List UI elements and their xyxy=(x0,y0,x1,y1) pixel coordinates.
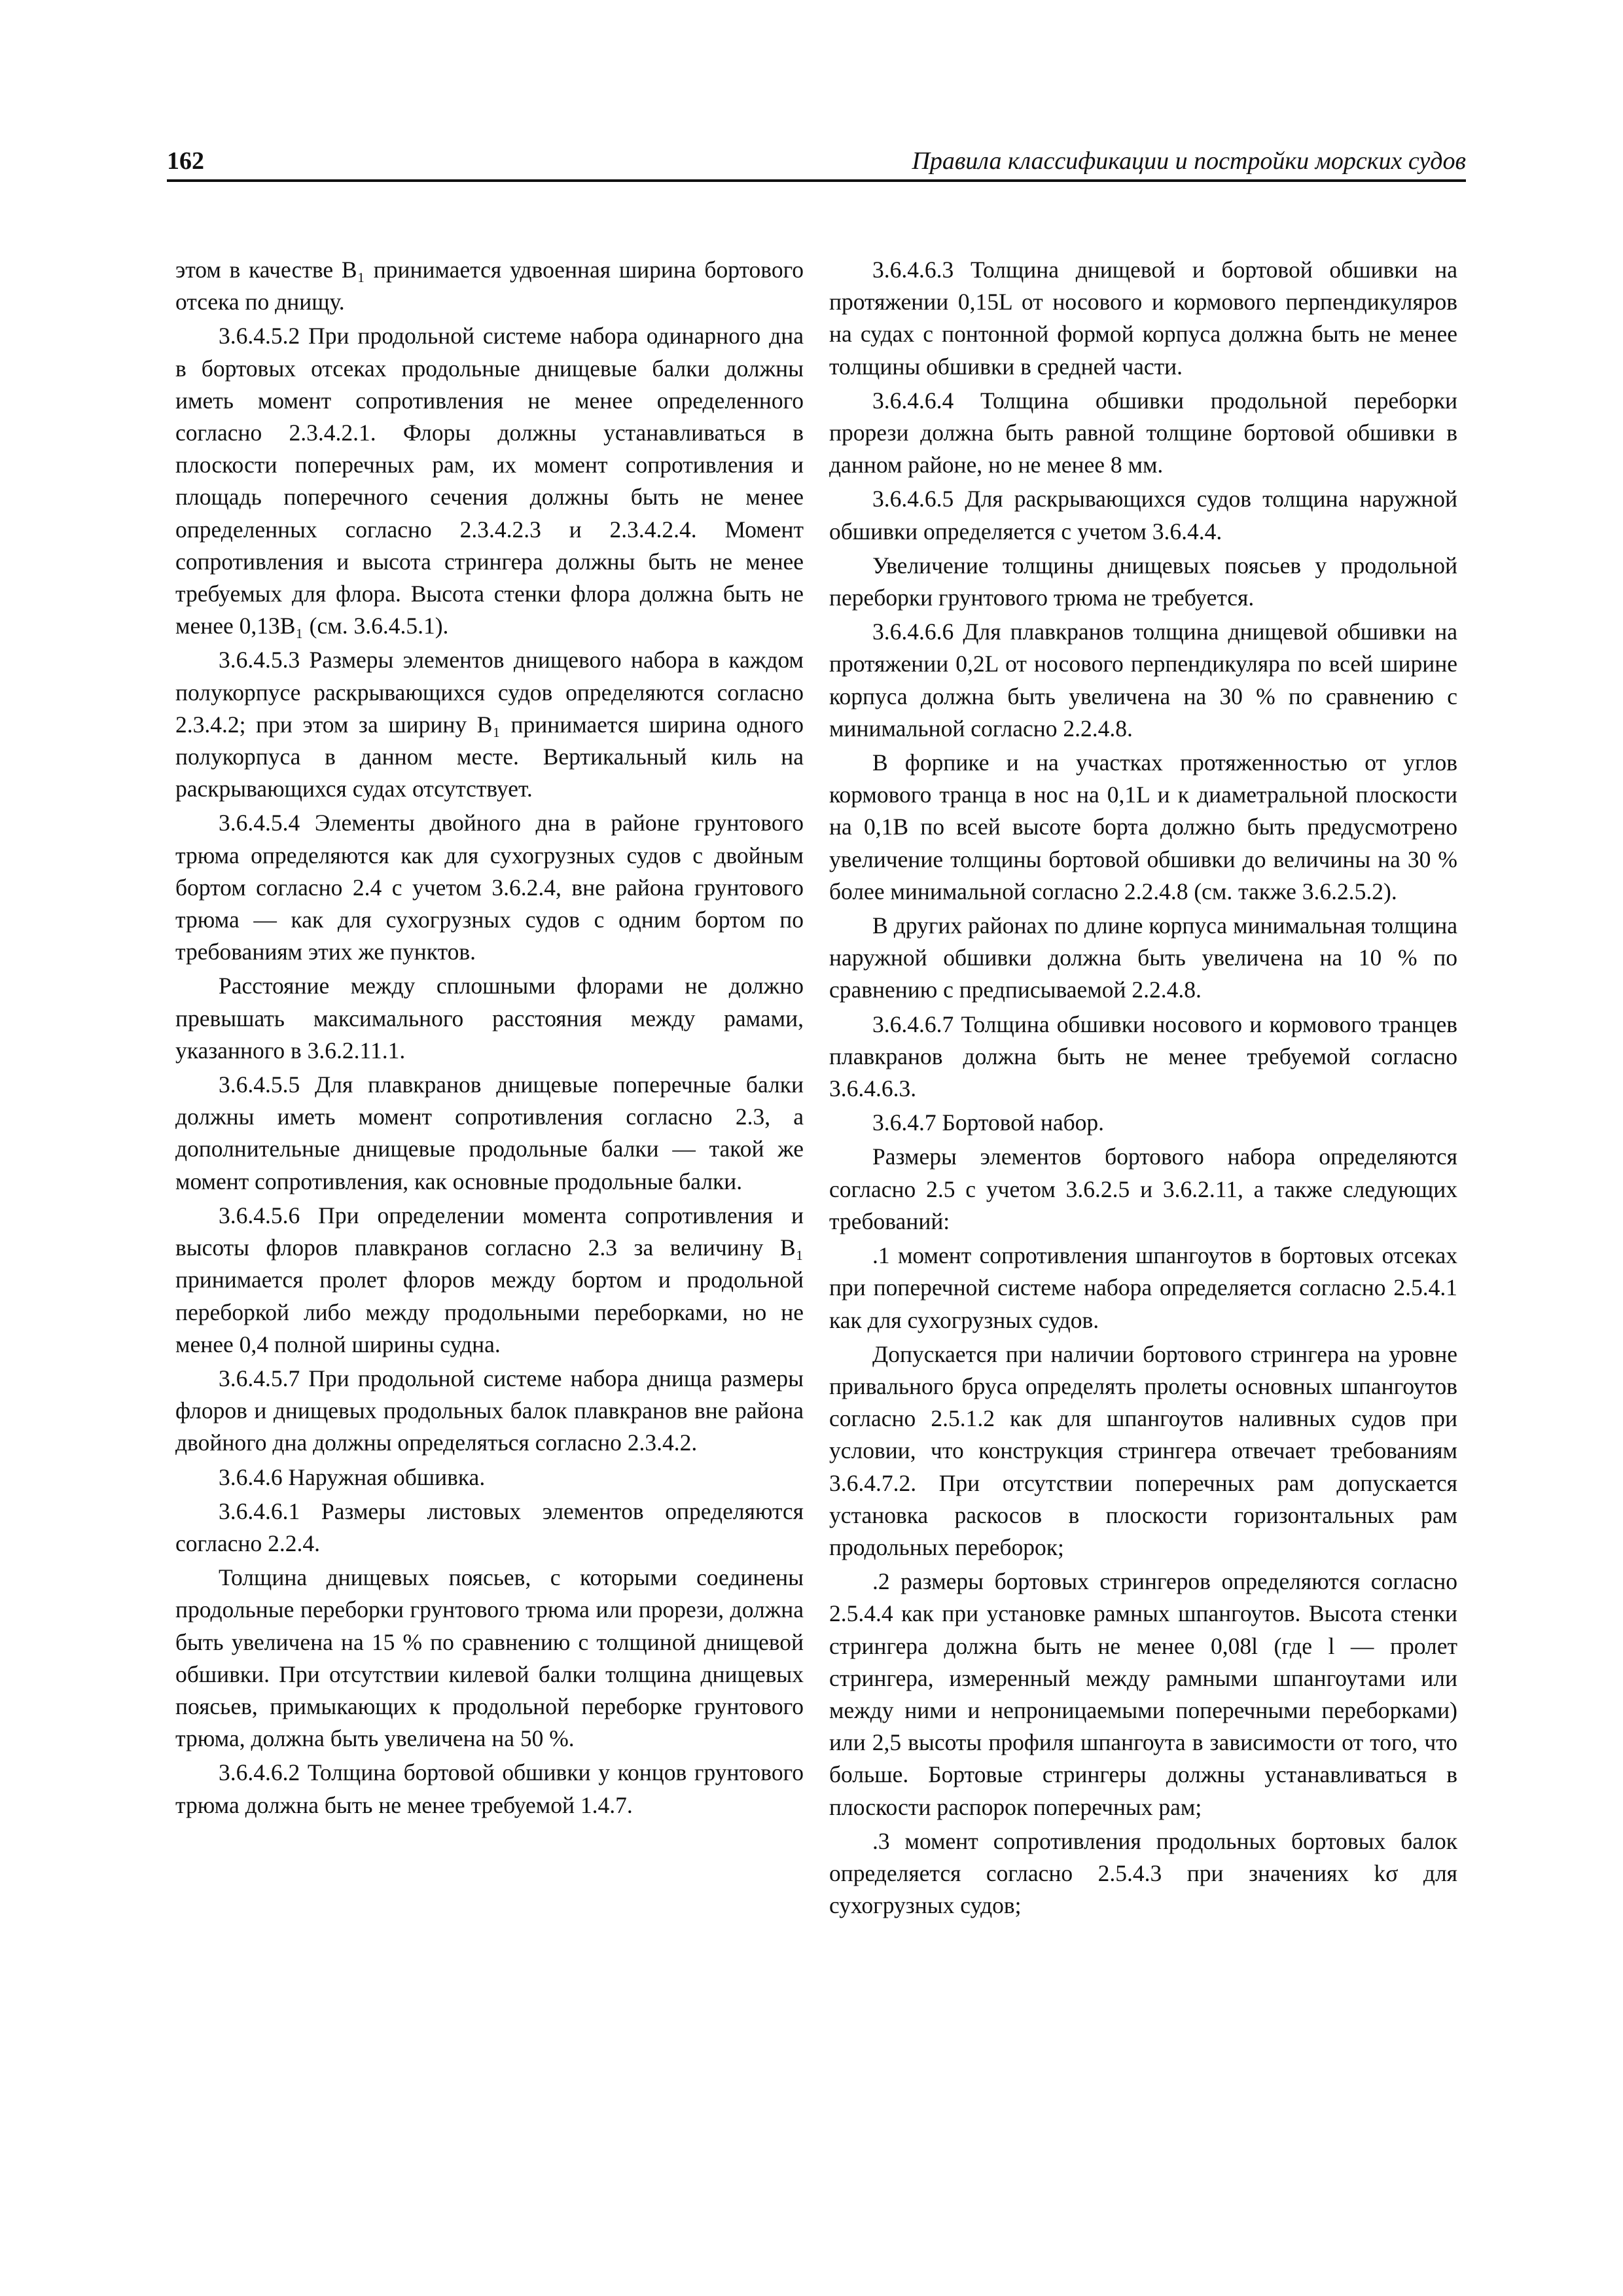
paragraph: этом в качестве B₁ принимается удвоенная ширина бортового отсека по днищу. xyxy=(175,257,804,315)
paragraph: 3.6.4.5.4 Элементы двойного дна в районе грунтового трюма определяются как для сухогрузных судов с двойным бортом согласно 2.4 с учетом 3.6.2.4, вне района грунтового трюма — как для сухогрузных судов с одним бортом по требованиям этих же пунктов. xyxy=(175,810,804,965)
page-header xyxy=(167,145,1466,182)
section-heading: 3.6.4.6 Наружная обшивка. xyxy=(219,1463,486,1490)
paragraph: В форпике и на участках протяженностью от углов кормового транца в нос на 0,1L и к диаметральной плоскости на 0,1B по всей высоте борта должно быть предусмотрено увеличение толщины бортовой обшивки до величины на 30 % более минимальной согласно 2.2.4.8 (см. также 3.6.2.5.2). xyxy=(829,749,1457,905)
page-number: 162 xyxy=(167,147,204,175)
paragraph: 3.6.4.5.7 При продольной системе набора днища размеры флоров и днищевых продольных балок плавкранов вне района двойного дна должны определяться согласно 2.3.4.2. xyxy=(175,1365,804,1456)
paragraph: 3.6.4.6.2 Толщина бортовой обшивки у концов грунтового трюма должна быть не менее требуемой 1.4.7. xyxy=(175,1759,804,1818)
paragraph: Увеличение толщины днищевых поясьев у продольной переборки грунтового трюма не требуется. xyxy=(829,552,1457,611)
paragraph: 3.6.4.6.4 Толщина обшивки продольной переборки прорези должна быть равной толщине бортовой обшивки в данном районе, но не менее 8 мм. xyxy=(829,387,1457,478)
list-item: .1 момент сопротивления шпангоутов в бортовых отсеках при поперечной системе набора определяется согласно 2.5.4.1 как для сухогрузных судов. xyxy=(829,1242,1457,1333)
running-title: Правила классификации и постройки морских судов xyxy=(912,147,1466,175)
paragraph: 3.6.4.5.5 Для плавкранов днищевые поперечные балки должны иметь момент сопротивления согласно 2.3, а дополнительные днищевые продольные балки — такой же момент сопротивления, как основные продольные балки. xyxy=(175,1071,804,1194)
paragraph: Допускается при наличии бортового стрингера на уровне привального бруса определять пролеты основных шпангоутов согласно 2.5.1.2 как для шпангоутов наливных судов при условии, что конструкция стрингера отвечает требованиям 3.6.4.7.2. При отсутствии поперечных рам допускается установка раскосов в плоскости горизонтальных рам продольных переборок; xyxy=(829,1340,1457,1560)
paragraph: 3.6.4.6.6 Для плавкранов толщина днищевой обшивки на протяжении 0,2L от носового перпендикуляра по всей ширине корпуса должна быть увеличена на 30 % по сравнению с минимальной согласно 2.2.4.8. xyxy=(829,619,1457,742)
list-item: .3 момент сопротивления продольных бортовых балок определяется согласно 2.5.4.3 при значениях kσ для сухогрузных судов; xyxy=(829,1827,1457,1919)
paragraph: 3.6.4.6.3 Толщина днищевой и бортовой обшивки на протяжении 0,15L от носового и кормового перпендикуляров на судах с понтонной формой корпуса должна быть не менее толщины обшивки в средней части. xyxy=(829,257,1457,380)
paragraph: В других районах по длине корпуса минимальная толщина наружной обшивки должна быть увеличена на 10 % по сравнению с предписываемой 2.2.4.8. xyxy=(829,912,1457,1003)
paragraph: Расстояние между сплошными флорами не должно превышать максимального расстояния между рамами, указанного в 3.6.2.11.1. xyxy=(175,973,804,1064)
paragraph: 3.6.4.6.1 Размеры листовых элементов определяются согласно 2.2.4. xyxy=(175,1498,804,1556)
paragraph: Толщина днищевых поясьев, с которыми соединены продольные переборки грунтового трюма или прорези, должна быть увеличена на 15 % по сравнению с толщиной днищевой обшивки. При отсутствии килевой балки толщина днищевых поясьев, примыкающих к продольной переборке грунтового трюма, должна быть увеличена на 50 %. xyxy=(175,1564,804,1752)
paragraph: 3.6.4.5.2 При продольной системе набора одинарного дна в бортовых отсеках продольные днищевые балки должны иметь момент сопротивления не менее определенного согласно 2.3.4.2.1. Флоры должны устанавливаться в плоскости поперечных рам, их момент сопротивления и площадь поперечного сечения должны быть не менее определенных согласно 2.3.4.2.3 и 2.3.4.2.4. Момент сопротивления и высота стрингера должны быть не менее требуемых для флора. Высота стенки флора должна быть не менее 0,13B₁ (см. 3.6.4.5.1). xyxy=(175,323,804,639)
right-column xyxy=(829,254,1457,1924)
paragraph: 3.6.4.5.6 При определении момента сопротивления и высоты флоров плавкранов согласно 2.3 за величину B₁ принимается пролет флоров между бортом и продольной переборкой либо между продольными переборками, но не менее 0,4 полной ширины судна. xyxy=(175,1202,804,1357)
paragraph: 3.6.4.6.5 Для раскрывающихся судов толщина наружной обшивки определяется с учетом 3.6.4.4. xyxy=(829,486,1457,545)
section-heading: 3.6.4.7 Бортовой набор. xyxy=(872,1109,1105,1136)
list-item: .2 размеры бортовых стрингеров определяются согласно 2.5.4.4 как при установке рамных шпангоутов. Высота стенки стрингера должна быть не менее 0,08l (где l — пролет стрингера, измеренный между рамными шпангоутами или между ними и непроницаемыми поперечными переборками) или 2,5 высоты профиля шпангоута в зависимости от того, что больше. Бортовые стрингеры должны устанавливаться в плоскости распорок поперечных рам; xyxy=(829,1568,1457,1820)
left-column xyxy=(175,254,804,1823)
paragraph: 3.6.4.6.7 Толщина обшивки носового и кормового транцев плавкранов должна быть не менее требуемой согласно 3.6.4.6.3. xyxy=(829,1011,1457,1102)
paragraph: Размеры элементов бортового набора определяются согласно 2.5 с учетом 3.6.2.5 и 3.6.2.11, а также следующих требований: xyxy=(829,1143,1457,1234)
paragraph: 3.6.4.5.3 Размеры элементов днищевого набора в каждом полукорпусе раскрывающихся судов определяются согласно 2.3.4.2; при этом за ширину B₁ принимается ширина одного полукорпуса в данном месте. Вертикальный киль на раскрывающихся судах отсутствует. xyxy=(175,647,804,802)
